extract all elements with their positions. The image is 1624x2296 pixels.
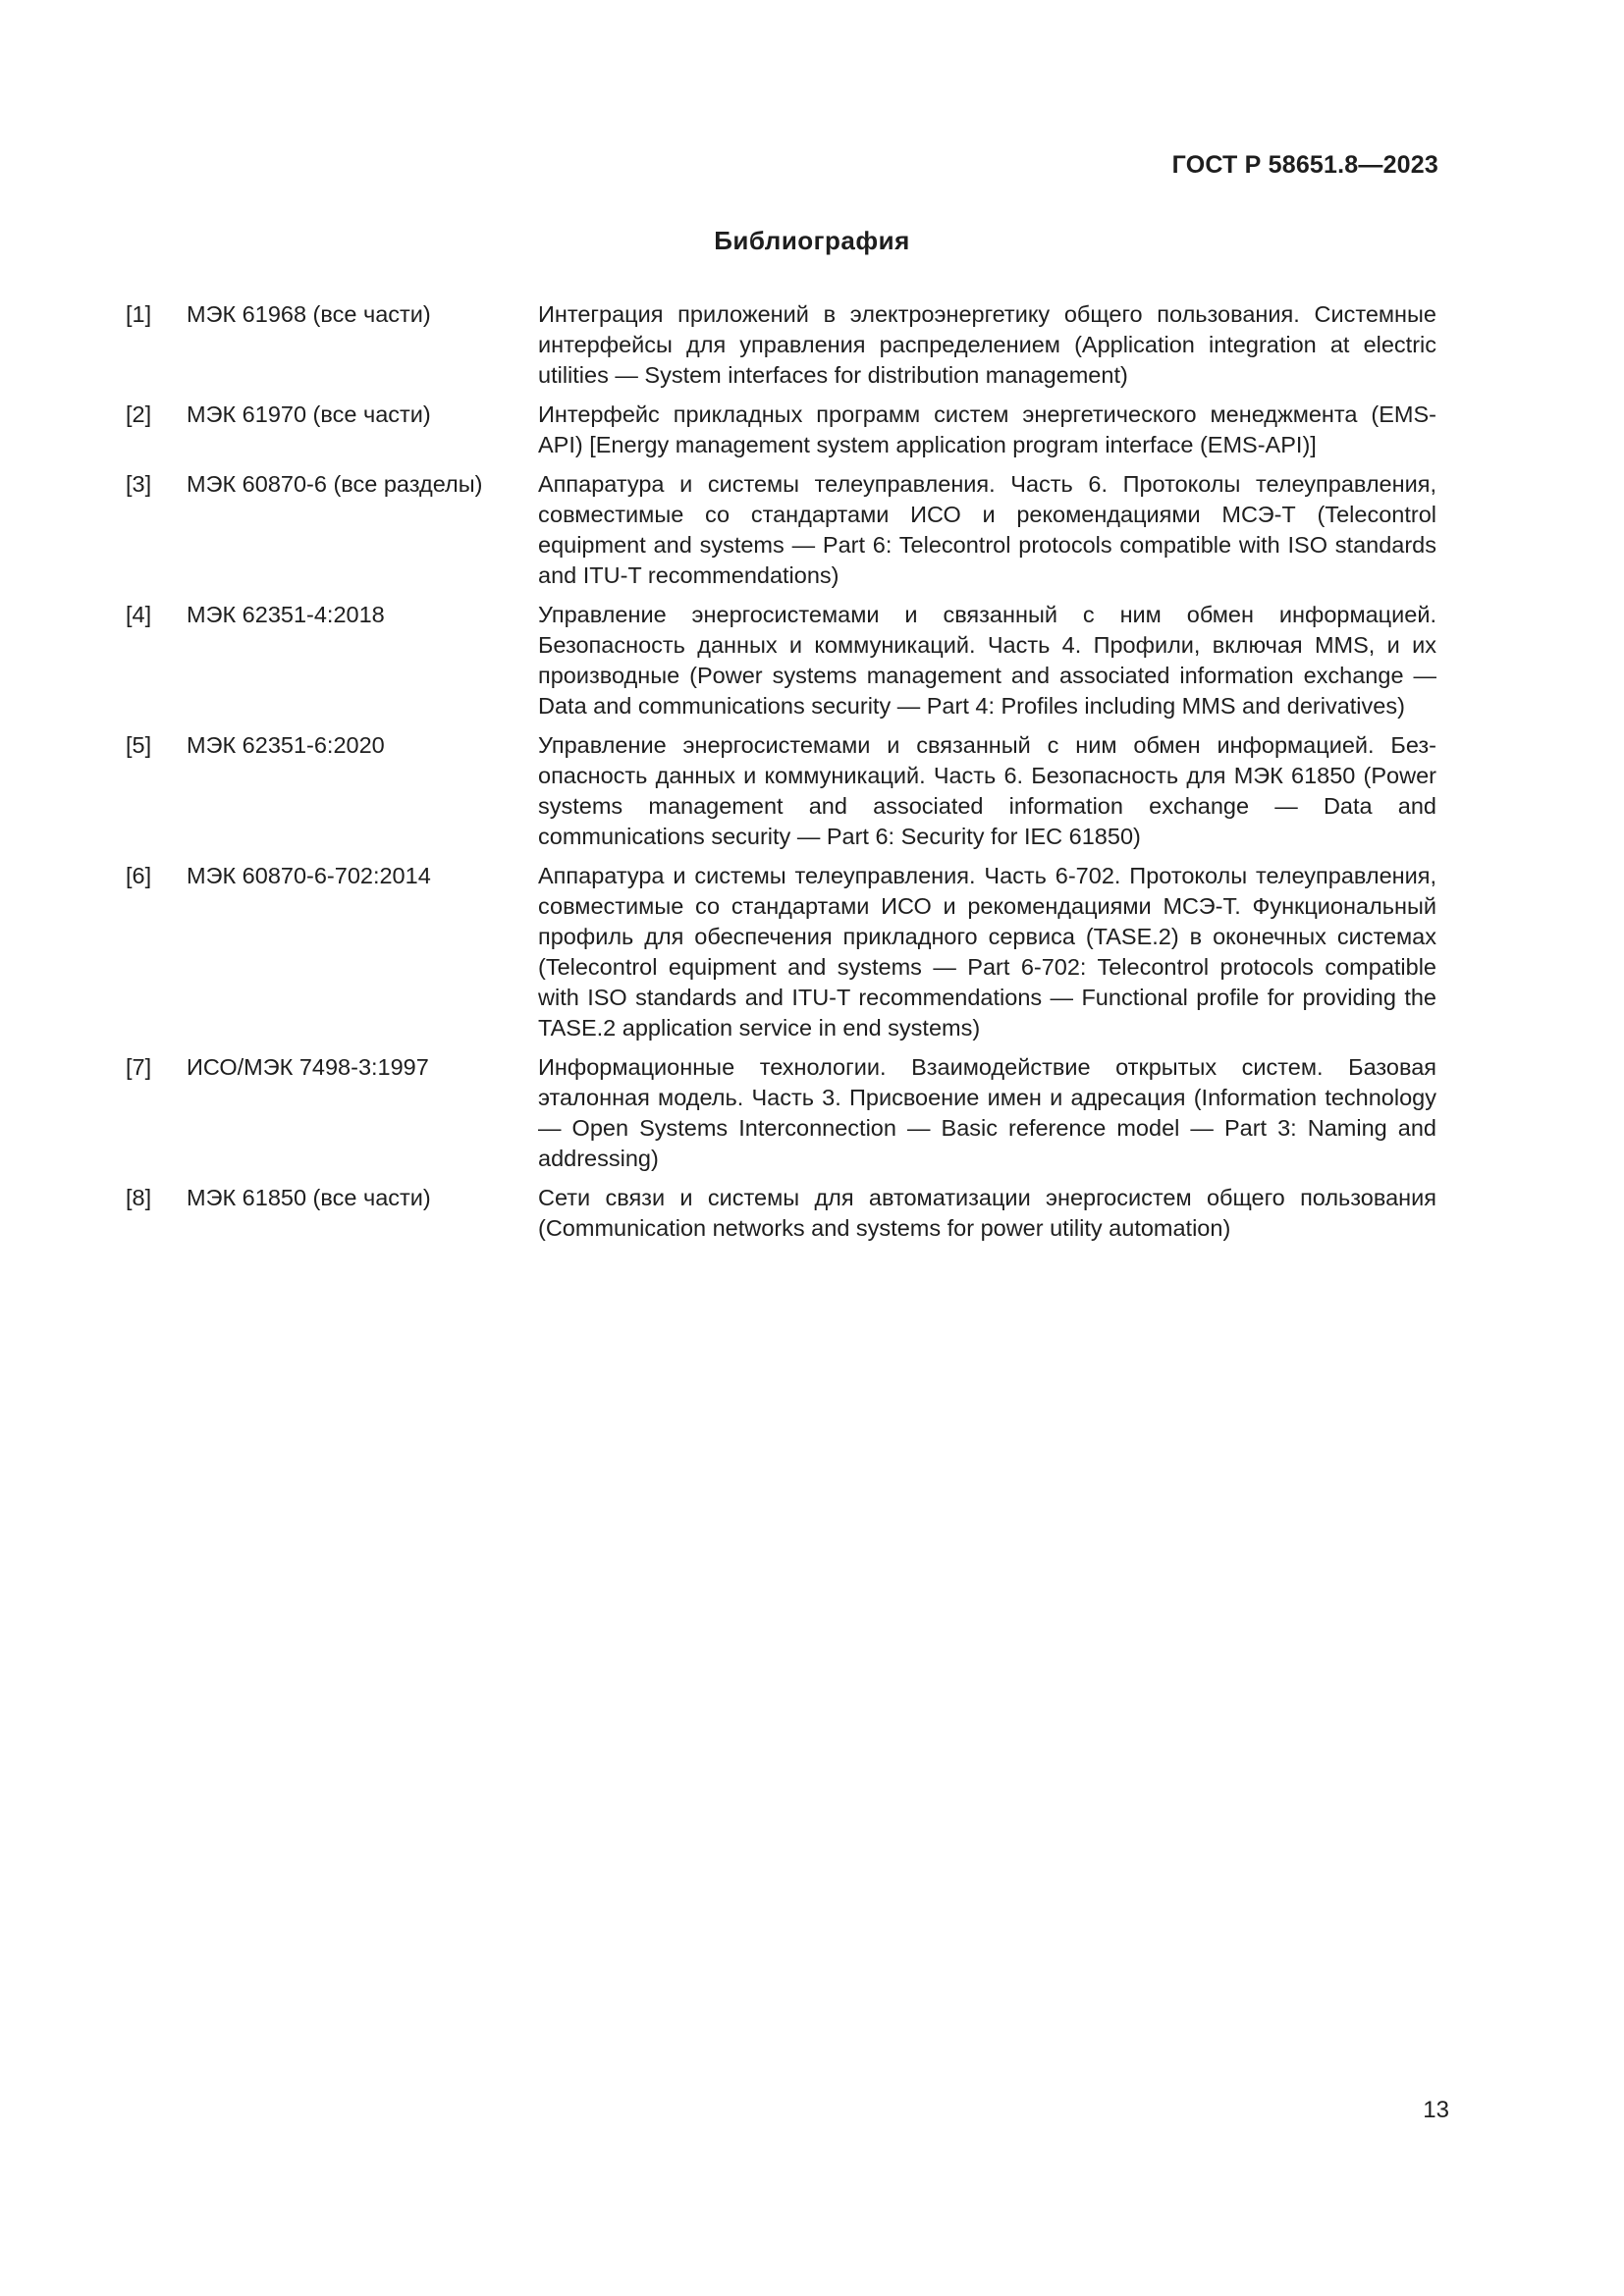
bibliography-entry <box>126 1052 1436 1174</box>
bibliography-list <box>126 299 1436 1253</box>
entry-reference: МЭК 62351-4:2018 <box>187 602 385 627</box>
entry-number: [6] <box>126 863 152 888</box>
page-number: 13 <box>1423 2097 1449 2123</box>
entry-number: [8] <box>126 1185 152 1210</box>
bibliography-entry <box>126 600 1436 721</box>
entry-reference: МЭК 60870-6 (все разделы) <box>187 471 483 497</box>
entry-reference: МЭК 61968 (все части) <box>187 301 431 327</box>
entry-title: Управление энергосистемами и связанный с ним обмен информацией. Безопасность данных и коммуникаций. Часть 4. Профили, включая MMS, и их производные (Power systems management and associated information exchange — Data and communications security — Part 4: Profiles including MMS and derivatives) <box>538 602 1436 719</box>
entry-title: Информационные технологии. Взаимодействие открытых систем. Базовая эталонная модель. Часть 3. Присвоение имен и адресация (Information technology — Open Systems Interconnection — Basic reference model — Part 3: Naming and addressing) <box>538 1054 1436 1171</box>
entry-reference: МЭК 61850 (все части) <box>187 1185 431 1210</box>
bibliography-entry <box>126 400 1436 460</box>
document-code: ГОСТ Р 58651.8—2023 <box>1171 151 1438 179</box>
section-title: Библиография <box>714 226 910 255</box>
entry-number: [4] <box>126 602 152 627</box>
entry-number: [7] <box>126 1054 152 1080</box>
bibliography-entry <box>126 861 1436 1043</box>
entry-reference: МЭК 61970 (все части) <box>187 401 431 427</box>
entry-title: Управление энергосистемами и связанный с ним обмен информацией. Безопасность данных и коммуникаций. Часть 6. Безопасность для МЭК 61850 (Power systems management and associated information exchange — Data and communications security — Part 6: Security for IEC 61850) <box>538 732 1436 849</box>
entry-title: Сети связи и системы для автоматизации энергосистем общего пользования (Communication networks and systems for power utility automation) <box>538 1185 1436 1241</box>
entry-number: [3] <box>126 471 152 497</box>
entry-reference: ИСО/МЭК 7498-3:1997 <box>187 1054 429 1080</box>
entry-title: Аппаратура и системы телеуправления. Часть 6. Протоколы телеуправления, совместимые со стандартами ИСО и рекомендациями МСЭ-Т (Telecontrol equipment and systems — Part 6: Telecontrol protocols compatible with ISO standards and ITU-T recommendations) <box>538 471 1436 588</box>
entry-reference: МЭК 62351-6:2020 <box>187 732 385 758</box>
entry-title: Интеграция приложений в электроэнергетику общего пользования. Системные интерфейсы для управления распределением (Application integration at electric utilities — System interfaces for distribution management) <box>538 301 1436 388</box>
bibliography-entry <box>126 299 1436 391</box>
entry-number: [5] <box>126 732 152 758</box>
bibliography-entry <box>126 1183 1436 1244</box>
entry-title: Интерфейс прикладных программ систем энергетического менеджмента (EMS-API) [Energy management system application program interface (EMS-API)] <box>538 401 1436 457</box>
bibliography-entry <box>126 469 1436 591</box>
entry-number: [1] <box>126 301 152 327</box>
entry-title: Аппаратура и системы телеуправления. Часть 6-702. Протоколы телеуправления, совместимые со стандартами ИСО и рекомендациями МСЭ-Т. Функциональный профиль для обеспечения прикладного сервиса (TASE.2) в оконечных системах (Telecontrol equipment and systems — Part 6-702: Telecontrol protocols compatible with ISO standards and ITU-T recommendations — Functional profile for providing the TASE.2 application service in end systems) <box>538 863 1436 1041</box>
entry-number: [2] <box>126 401 152 427</box>
bibliography-entry <box>126 730 1436 852</box>
entry-reference: МЭК 60870-6-702:2014 <box>187 863 431 888</box>
